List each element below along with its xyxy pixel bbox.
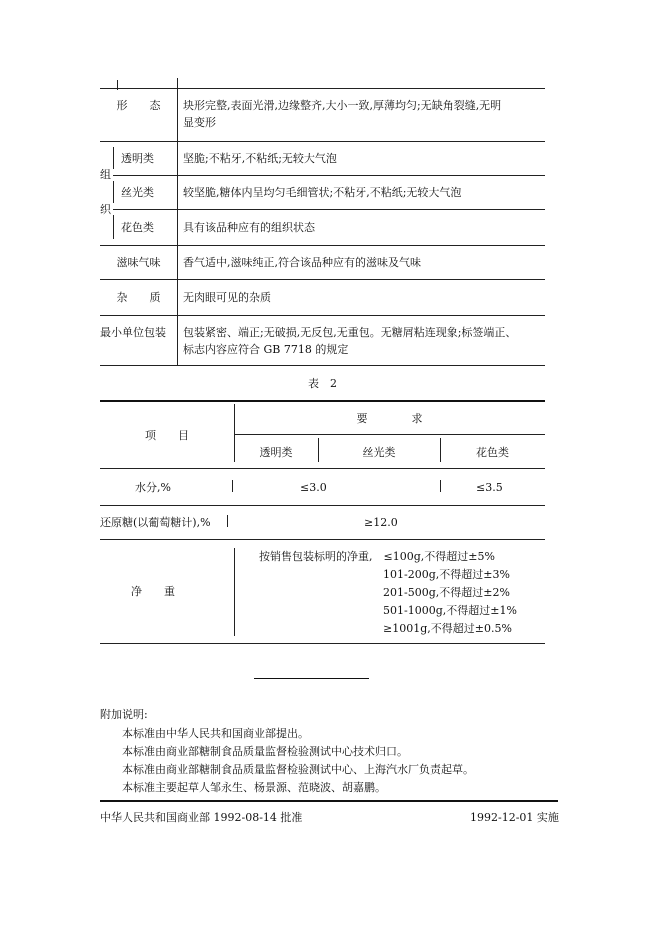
table-1-top-rule bbox=[100, 88, 545, 89]
notes-title: 附加说明: bbox=[100, 708, 148, 721]
note-item: 本标准由中华人民共和国商业部提出。 bbox=[122, 727, 309, 740]
table-2-bottom-rule bbox=[100, 643, 545, 644]
row-text-impurity: 无肉眼可见的杂质 bbox=[183, 291, 271, 304]
table-2-netweight-divider bbox=[234, 548, 235, 636]
table-2-subheader-silk: 丝光类 bbox=[362, 446, 396, 459]
note-item: 本标准由商业部糖制食品质量监督检验测试中心、上海汽水厂负责起草。 bbox=[122, 763, 474, 776]
table-2-top-rule bbox=[100, 400, 545, 402]
row-text-packaging-line2: 标志内容应符合 GB 7718 的规定 bbox=[183, 343, 349, 356]
table-1-rule bbox=[100, 315, 545, 316]
table-1-rule bbox=[100, 279, 545, 280]
subrow-text-silk: 较坚脆,糖体内呈均匀毛细管状;不粘牙,不粘纸;无较大气泡 bbox=[183, 186, 462, 199]
table-2-header-rule bbox=[234, 434, 545, 435]
group-label-texture-char2: 织 bbox=[100, 203, 111, 216]
table-2-tick bbox=[227, 515, 228, 527]
table-2-header-requirement: 要 求 bbox=[356, 412, 423, 425]
row-label-packaging: 最小单位包装 bbox=[100, 326, 166, 339]
net-weight-line-1: 按销售包装标明的净重, ≤100g,不得超过±5% bbox=[259, 550, 495, 563]
table-2-header-item: 项 目 bbox=[145, 429, 189, 442]
subrow-label-silk: 丝光类 bbox=[121, 186, 154, 199]
table-2-value-reducing-sugar: ≥12.0 bbox=[364, 516, 398, 529]
row-label-impurity: 杂 质 bbox=[116, 291, 161, 304]
note-item: 本标准由商业部糖制食品质量监督检验测试中心技术归口。 bbox=[122, 745, 408, 758]
footer-approval: 中华人民共和国商业部 1992-08-14 批准 bbox=[100, 811, 303, 824]
table-1-subgroup-divider bbox=[113, 215, 114, 239]
table-2-tick bbox=[440, 480, 441, 492]
table-2-subheader-transparent: 透明类 bbox=[259, 446, 293, 459]
net-weight-line-3: 201-500g,不得超过±2% bbox=[383, 586, 510, 599]
footer-rule bbox=[100, 800, 558, 802]
table-1-rule bbox=[100, 245, 545, 246]
row-text-flavor: 香气适中,滋味纯正,符合该品种应有的滋味及气味 bbox=[183, 256, 421, 269]
group-label-texture-char1: 组 bbox=[100, 168, 111, 181]
table-2-caption: 表 2 bbox=[308, 377, 337, 390]
table-1-tick bbox=[117, 80, 118, 90]
table-1-subgroup-divider bbox=[113, 147, 114, 169]
row-text-packaging-line1: 包装紧密、端正;无破损,无反包,无重包。无糖屑粘连现象;标签端正、 bbox=[183, 326, 517, 339]
table-2-value-moisture-transparent-silk: ≤3.0 bbox=[300, 481, 327, 494]
table-1-column-divider bbox=[177, 78, 178, 365]
row-text-shape-line2: 显变形 bbox=[183, 116, 216, 129]
end-of-standard-rule bbox=[254, 678, 369, 679]
subrow-label-transparent: 透明类 bbox=[121, 152, 154, 165]
subrow-text-flower: 具有该品种应有的组织状态 bbox=[183, 221, 315, 234]
table-2-value-moisture-flower: ≤3.5 bbox=[476, 481, 503, 494]
subrow-text-transparent: 坚脆;不粘牙,不粘纸;无较大气泡 bbox=[183, 152, 337, 165]
table-2-subheader-flower: 花色类 bbox=[476, 446, 509, 459]
table-2-row-label-net-weight: 净 重 bbox=[131, 585, 175, 598]
row-label-flavor: 滋味气味 bbox=[116, 256, 161, 269]
table-1-rule bbox=[100, 141, 545, 142]
note-item: 本标准主要起草人邹永生、杨景源、范晓波、胡嘉鹏。 bbox=[122, 781, 386, 794]
table-2-rule bbox=[100, 505, 545, 506]
table-2-tick bbox=[232, 480, 233, 492]
net-weight-line-4: 501-1000g,不得超过±1% bbox=[383, 604, 517, 617]
net-weight-line-2: 101-200g,不得超过±3% bbox=[383, 568, 510, 581]
table-1-bottom-rule bbox=[100, 365, 545, 366]
table-2-rule bbox=[100, 468, 545, 469]
net-weight-line-5: ≥1001g,不得超过±0.5% bbox=[383, 622, 512, 635]
table-1-subgroup-divider bbox=[113, 181, 114, 203]
row-text-shape-line1: 块形完整,表面光滑,边缘整齐,大小一致,厚薄均匀;无缺角裂缝,无明 bbox=[183, 99, 502, 112]
row-label-shape: 形 态 bbox=[116, 99, 161, 112]
subrow-label-flower: 花色类 bbox=[121, 221, 154, 234]
table-2-rule bbox=[100, 539, 545, 540]
table-2-row-label-moisture: 水分,% bbox=[135, 481, 171, 494]
footer-implementation: 1992-12-01 实施 bbox=[470, 811, 559, 824]
table-2-row-label-reducing-sugar: 还原糖(以葡萄糖计),% bbox=[100, 516, 211, 529]
